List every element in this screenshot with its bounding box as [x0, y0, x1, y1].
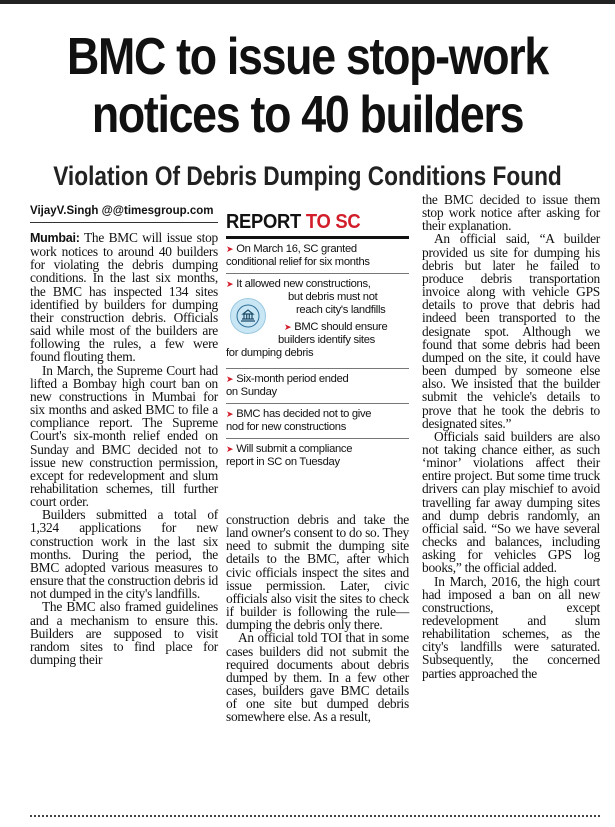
article-column-2 [226, 513, 409, 724]
dateline: Mumbai: [30, 231, 80, 245]
report-item: ➤ BMC has decided not to give nod for new constructions [226, 404, 409, 439]
report-title-part-2: TO SC [305, 211, 361, 233]
report-item: ➤ On March 16, SC granted conditional relief for six months [226, 239, 409, 274]
top-border [0, 0, 615, 4]
government-seal-icon [230, 298, 266, 334]
byline-rule [30, 222, 218, 223]
report-title-part-1: REPORT [226, 211, 302, 233]
paragraph: Builders submitted a total of 1,324 applications for new construction work in the last six months. During the period, the BMC adopted various measures to ensure that the construction debris id not dumped in the city's landfills. [30, 507, 218, 602]
paragraph: Officials said builders are also not taking chance either, as such ‘minor’ violations affect their entire project. But some time truck drivers can play mischief to avoid travelling far away dumping sites and dump debris randomly, an official said. “So we have several checks and balances, including asking for vehicles GPS log books,” the official added. [422, 428, 600, 576]
paragraph: The BMC also framed guidelines and a mechanism to ensure this. Builders are supposed to visit random sites to find place for dumping their [30, 599, 218, 667]
paragraph: construction debris and take the land owner's consent to do so. They need to submit the dumping site details to the BMC, after which civic officials inspect the sites and issue permission. Later, civic officials also visit the sites to check if builder is following the rule— dumping the debris only there. [226, 512, 409, 633]
report-item-with-seal: ➤ It allowed new constructions, but debris must not reach city's landfills ➤ BMC should ensure builders identify sites for dumping debris [226, 274, 409, 369]
report-to-sc-box [226, 207, 409, 507]
bullet-arrow-icon: ➤ [226, 244, 234, 254]
report-title [226, 211, 394, 233]
paragraph: In March, the Supreme Court had lifted a Bombay high court ban on new constructions in Mumbai for six months and asked BMC to file a compliance report. The Supreme Court's six-month relief ended on Sunday and BMC decided not to issue new construction permission, except for redevelopment and slum rehabilitation schemes, till further court order. [30, 362, 218, 510]
paragraph: the BMC decided to issue them stop work notice after asking for their explanation. [422, 192, 600, 234]
paragraph [30, 231, 218, 364]
byline: VijayV.Singh @@timesgroup.com [30, 205, 214, 217]
headline-line-1: BMC to issue stop-work [67, 28, 548, 86]
article-column-3 [422, 193, 600, 680]
bottom-dotted-rule [30, 815, 600, 817]
paragraph: In March, 2016, the high court had imposed a ban on all new constructions, except redevelopment and slum rehabilitation schemes, as the city's landfills were saturated. Subsequently, the concerned parties approached the [422, 573, 600, 681]
headline-line-2: notices to 40 builders [91, 86, 524, 144]
bullet-arrow-icon: ➤ [226, 374, 234, 384]
paragraph: An official told TOI that in some cases builders did not submit the required documents about debris dumped by them. In a few other cases, builders gave BMC details of one site but dumped debris somewhere else. As a result, [226, 630, 409, 725]
headline [43, 28, 572, 144]
bullet-arrow-icon: ➤ [284, 322, 292, 332]
paragraph: An official said, “A builder provided us site for dumping his debris but later he failed to produce debris transportation invoice along with vehicle GPS details to prove that debris had indeed been transported to the designate spot. Although we found that some debris had been dumped on the site, it could have been dumped by someone else also. We insisted that the builder submit the vehicle's details to prove that he took the debris to designated sites.” [422, 231, 600, 431]
bullet-arrow-icon: ➤ [226, 409, 234, 419]
report-item: ➤ Six-month period ended on Sunday [226, 369, 409, 404]
bullet-arrow-icon: ➤ [226, 279, 234, 289]
paragraph-text: The BMC will issue stop work notices to around 40 builders for violating the debris dumping conditions. In the last six months, the BMC has inspected 134 sites identified by builders for dumping their construction debris. Officials said while most of the builders are following the rules, a few were found flouting them. [30, 230, 218, 365]
subheadline: Violation Of Debris Dumping Conditions Found [53, 161, 562, 191]
report-item: ➤ Will submit a compliance report in SC on Tuesday [226, 443, 353, 468]
article-column-1 [30, 231, 218, 666]
bullet-arrow-icon: ➤ [226, 444, 234, 454]
